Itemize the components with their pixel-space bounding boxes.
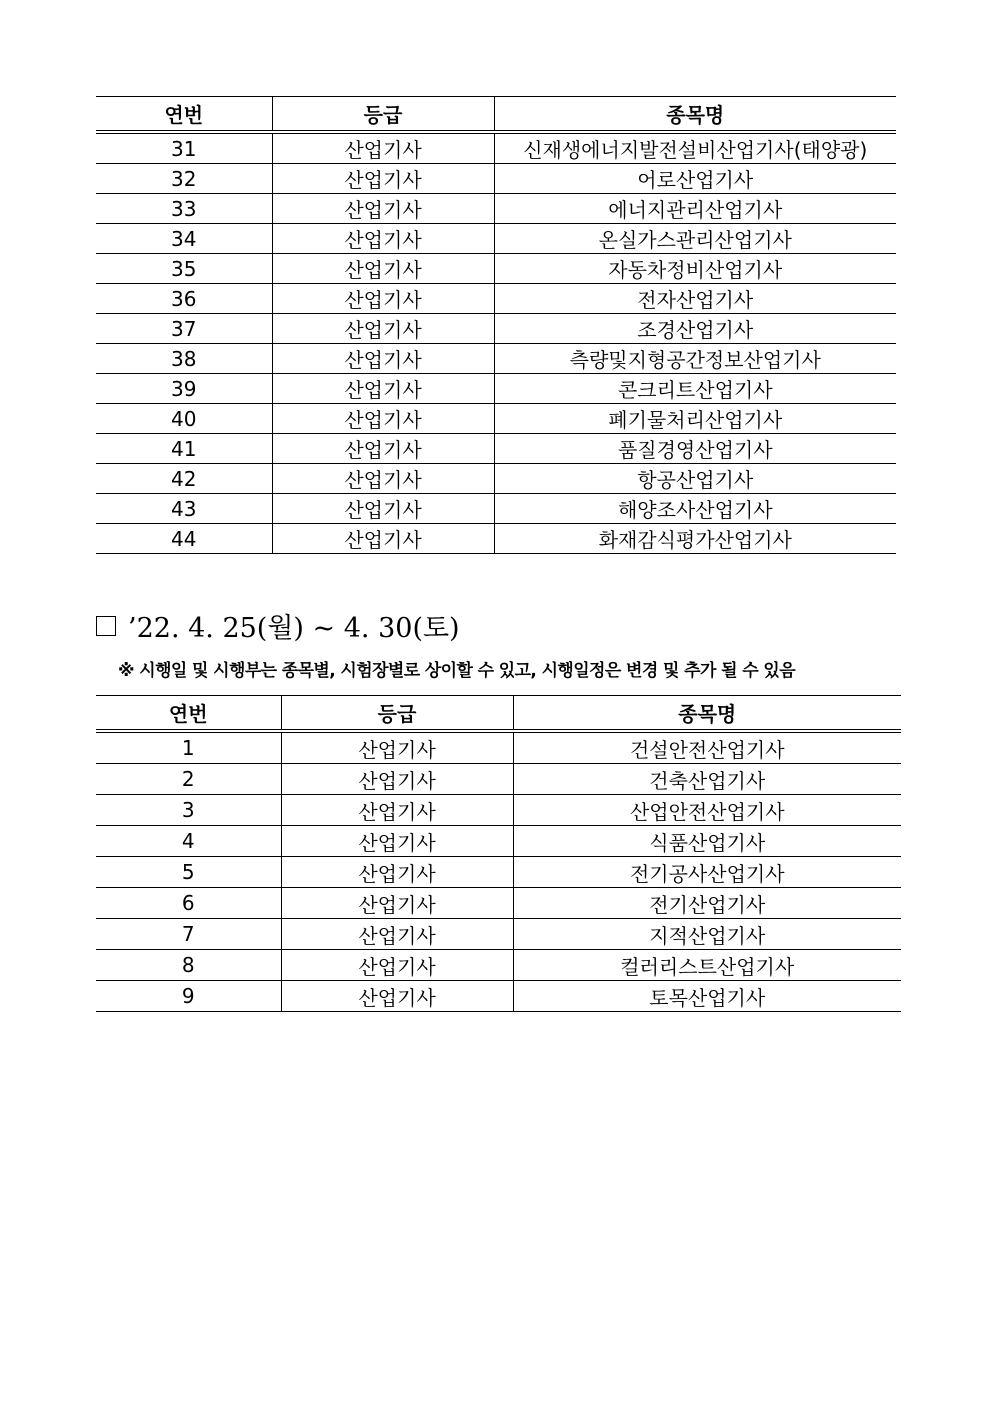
cell-subject: 컬러리스트산업기사: [513, 950, 901, 981]
table-row: [96, 731, 901, 764]
table-row: [96, 888, 901, 919]
cell-number: 37: [96, 314, 272, 344]
cell-number: 7: [96, 919, 281, 950]
column-header-number: 연번: [96, 97, 272, 133]
cell-subject: 온실가스관리산업기사: [494, 224, 896, 254]
cell-grade: 산업기사: [272, 464, 494, 494]
table-row: [96, 164, 896, 194]
cell-grade: 산업기사: [272, 344, 494, 374]
cell-number: 32: [96, 164, 272, 194]
table-row: [96, 524, 896, 554]
column-header-number: 연번: [96, 696, 281, 732]
table-row: [96, 224, 896, 254]
table-body: [96, 731, 901, 1012]
table-row: [96, 434, 896, 464]
schedule-notice: ※ 시행일 및 시행부는 종목별, 시험장별로 상이할 수 있고, 시행일정은 변경 및 추가 될 수 있음: [118, 661, 796, 681]
table-row: [96, 826, 901, 857]
cell-number: 38: [96, 344, 272, 374]
cell-number: 5: [96, 857, 281, 888]
cell-number: 1: [96, 731, 281, 764]
column-header-grade: 등급: [272, 97, 494, 133]
cell-number: 8: [96, 950, 281, 981]
cell-grade: 산업기사: [272, 254, 494, 284]
exam-schedule-table-1: [96, 96, 896, 554]
cell-number: 42: [96, 464, 272, 494]
cell-subject: 어로산업기사: [494, 164, 896, 194]
table-row: [96, 344, 896, 374]
section-heading: [96, 606, 460, 645]
cell-grade: 산업기사: [272, 434, 494, 464]
cell-subject: 지적산업기사: [513, 919, 901, 950]
cell-subject: 전기공사산업기사: [513, 857, 901, 888]
cell-subject: 화재감식평가산업기사: [494, 524, 896, 554]
table-row: [96, 254, 896, 284]
cell-grade: 산업기사: [281, 764, 513, 795]
cell-grade: 산업기사: [281, 981, 513, 1012]
cell-subject: 에너지관리산업기사: [494, 194, 896, 224]
cell-number: 39: [96, 374, 272, 404]
cell-subject: 건설안전산업기사: [513, 731, 901, 764]
table-header-row: [96, 97, 896, 133]
table-row: [96, 314, 896, 344]
cell-grade: 산업기사: [272, 284, 494, 314]
cell-grade: 산업기사: [272, 494, 494, 524]
cell-subject: 콘크리트산업기사: [494, 374, 896, 404]
cell-number: 35: [96, 254, 272, 284]
table-header-row: [96, 696, 901, 732]
cell-grade: 산업기사: [281, 795, 513, 826]
table-row: [96, 764, 901, 795]
cell-grade: 산업기사: [272, 224, 494, 254]
cell-grade: 산업기사: [272, 404, 494, 434]
column-header-subject: 종목명: [494, 97, 896, 133]
cell-number: 34: [96, 224, 272, 254]
checkbox-icon: [96, 616, 116, 636]
cell-number: 6: [96, 888, 281, 919]
cell-subject: 품질경영산업기사: [494, 434, 896, 464]
table-row: [96, 404, 896, 434]
cell-subject: 전기산업기사: [513, 888, 901, 919]
cell-subject: 폐기물처리산업기사: [494, 404, 896, 434]
cell-grade: 산업기사: [281, 826, 513, 857]
cell-grade: 산업기사: [281, 950, 513, 981]
cell-subject: 측량및지형공간정보산업기사: [494, 344, 896, 374]
cell-grade: 산업기사: [272, 194, 494, 224]
cell-subject: 식품산업기사: [513, 826, 901, 857]
column-header-grade: 등급: [281, 696, 513, 732]
cell-number: 3: [96, 795, 281, 826]
cell-subject: 건축산업기사: [513, 764, 901, 795]
cell-grade: 산업기사: [281, 888, 513, 919]
cell-number: 33: [96, 194, 272, 224]
table-row: [96, 494, 896, 524]
table-row: [96, 857, 901, 888]
column-header-subject: 종목명: [513, 696, 901, 732]
cell-grade: 산업기사: [281, 919, 513, 950]
cell-subject: 항공산업기사: [494, 464, 896, 494]
cell-grade: 산업기사: [281, 857, 513, 888]
cell-number: 40: [96, 404, 272, 434]
cell-number: 43: [96, 494, 272, 524]
cell-number: 31: [96, 132, 272, 164]
cell-grade: 산업기사: [272, 374, 494, 404]
cell-subject: 자동차정비산업기사: [494, 254, 896, 284]
table-row: [96, 795, 901, 826]
cell-number: 44: [96, 524, 272, 554]
table-row: [96, 284, 896, 314]
date-range-title: ’22. 4. 25(월) ~ 4. 30(토): [128, 613, 460, 644]
table-row: [96, 374, 896, 404]
cell-grade: 산업기사: [272, 132, 494, 164]
cell-number: 9: [96, 981, 281, 1012]
table-row: [96, 981, 901, 1012]
table-row: [96, 132, 896, 164]
cell-grade: 산업기사: [272, 314, 494, 344]
cell-subject: 조경산업기사: [494, 314, 896, 344]
exam-schedule-table-2: [96, 695, 901, 1012]
table-row: [96, 950, 901, 981]
table-row: [96, 194, 896, 224]
table-row: [96, 919, 901, 950]
cell-subject: 토목산업기사: [513, 981, 901, 1012]
cell-subject: 해양조사산업기사: [494, 494, 896, 524]
table-row: [96, 464, 896, 494]
cell-subject: 전자산업기사: [494, 284, 896, 314]
cell-number: 2: [96, 764, 281, 795]
cell-number: 36: [96, 284, 272, 314]
cell-subject: 산업안전산업기사: [513, 795, 901, 826]
table-body: [96, 132, 896, 554]
cell-grade: 산업기사: [272, 164, 494, 194]
cell-subject: 신재생에너지발전설비산업기사(태양광): [494, 132, 896, 164]
cell-number: 41: [96, 434, 272, 464]
cell-number: 4: [96, 826, 281, 857]
cell-grade: 산업기사: [272, 524, 494, 554]
cell-grade: 산업기사: [281, 731, 513, 764]
